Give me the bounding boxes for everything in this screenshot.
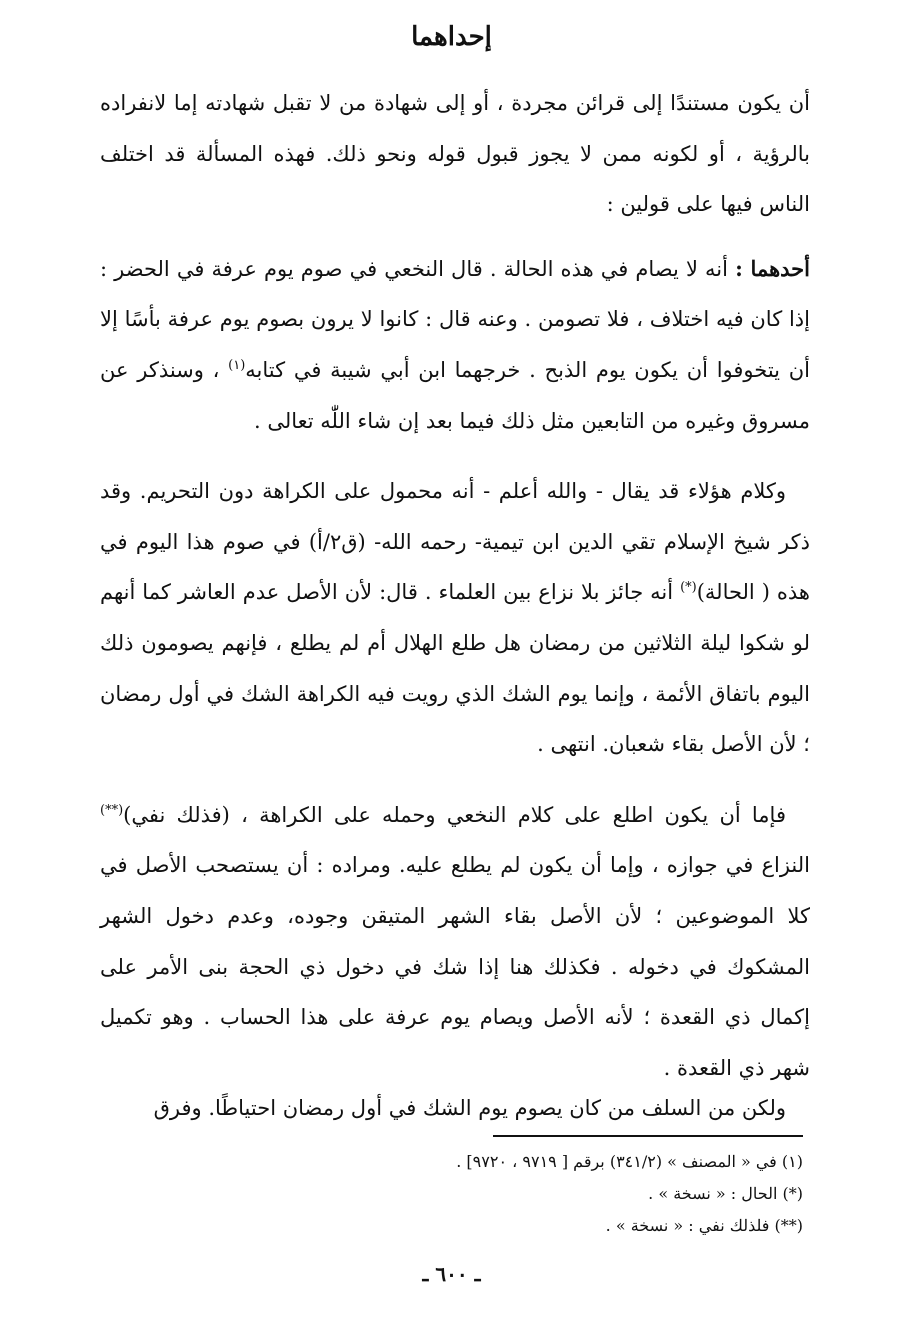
paragraph-3-text-b: أنه جائز بلا نزاع بين العلماء . قال: لأن الأصل عدم العاشر كما أنهم لو شكوا ليلة الثلاثين من رمضان هل طلع الهلال أم لم يطلع ، فإنهم يصومون ذلك اليوم باتفاق الأئمة ، وإنما يوم الشك الذي رويت فيه الكراهة الشك في أول رمضان ؛ لأن الأصل بقاء شعبان. انتهى .	[100, 580, 810, 757]
footnotes	[93, 1146, 803, 1242]
paragraph-3	[100, 466, 810, 770]
page-number: ـ ٦٠٠ ـ	[422, 1262, 481, 1286]
footnote-ref-double-star: (**)	[100, 802, 124, 818]
footnote-double-star: (**) فلذلك نفي : « نسخة » .	[605, 1216, 803, 1235]
paragraph-2	[100, 244, 810, 446]
paragraph-5	[100, 1088, 810, 1128]
footnote-1: (١) في « المصنف » (٣٤١/٢) برقم [ ٩٧١٩ ، ٩٧٢٠] .	[456, 1152, 803, 1171]
paragraph-4-text-a: فإما أن يكون اطلع على كلام النخعي وحمله على الكراهة ، (فذلك نفي)	[123, 802, 786, 827]
paragraph-1	[100, 78, 810, 230]
paragraph-5-text: ولكن من السلف من كان يصوم يوم الشك في أول رمضان احتياطًا. وفرق	[153, 1096, 786, 1120]
paragraph-3-text-a: وكلام هؤلاء قد يقال - والله أعلم - أنه محمول على الكراهة دون التحريم. وقد ذكر شيخ الإسلام تقي الدين ابن تيمية- رحمه الله- (ق٢/أ) في صوم هذا اليوم في هذه ( الحالة)	[100, 479, 810, 605]
paragraph-2-text-a: أنه لا يصام في هذه الحالة . قال النخعي في صوم يوم عرفة في الحضر : إذا كان فيه اختلاف ، فلا تصومن . وعنه قال : كانوا لا يرون بصوم يوم عرفة بأسًا إلا أن يتخوفوا أن يكون يوم الذبح . خرجهما ابن أبي شيبة في كتابه	[100, 256, 810, 382]
paragraph-4-text-b: النزاع في جوازه ، وإما أن يكون لم يطلع عليه. ومراده : أن يستصحب الأصل في كلا الموضوعين ؛ لأن الأصل بقاء الشهر المتيقن وجوده، وعدم دخول الشهر المشكوك في دخوله . فكذلك هنا إذا شك في دخول ذي الحجة بنى الأمر على إكمال ذي القعدة ؛ لأنه الأصل ويصام يوم عرفة على هذا الحساب . وهو تكميل شهر ذي القعدة .	[100, 853, 810, 1080]
paragraph-1-text: أن يكون مستندًا إلى قرائن مجردة ، أو إلى شهادة من لا تقبل شهادته إما لانفراده بالرؤية ، أو لكونه ممن لا يجوز قبول قوله ونحو ذلك. فهذه المسألة قد اختلف الناس فيها على قولين :	[100, 91, 810, 217]
footnote-divider	[493, 1135, 803, 1137]
paragraph-4	[100, 790, 810, 1094]
footnote-ref-star: (*)	[680, 580, 697, 596]
footnote-ref-1: (١)	[228, 357, 246, 373]
paragraph-2-lead: أحدهما :	[735, 255, 810, 281]
footnote-star: (*) الحال : « نسخة » .	[648, 1184, 803, 1203]
main-text	[100, 78, 810, 1113]
paragraph-2-text-b: ، وسنذكر عن مسروق وغيره من التابعين مثل ذلك فيما بعد إن شاء اللّٰه تعالى .	[100, 357, 810, 433]
page-title: إحداهما	[411, 22, 492, 52]
